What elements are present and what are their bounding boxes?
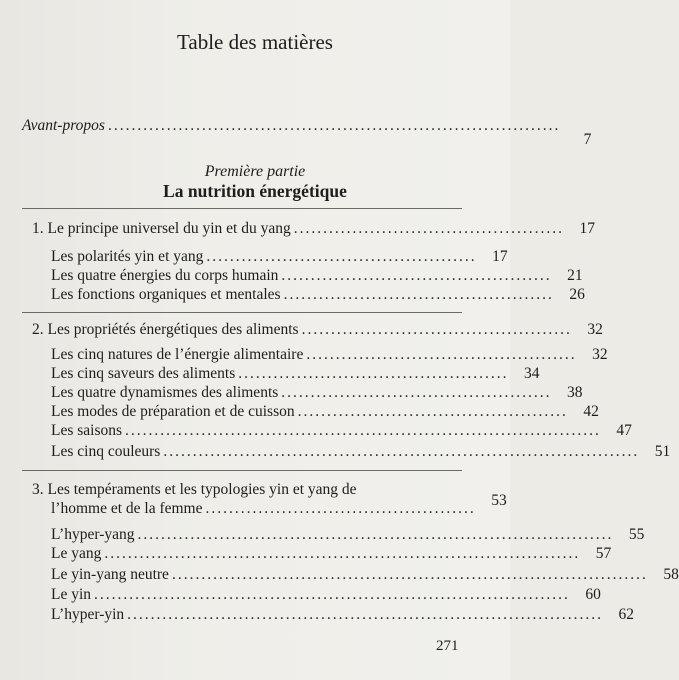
- leader-dots: ..............................................: [205, 500, 476, 517]
- toc-item-label: Le yin-yang neutre: [51, 566, 169, 583]
- leader-dots: ..............................................: [306, 346, 577, 363]
- toc-entry-label: Avant-propos: [22, 117, 105, 134]
- toc-item-page: 62: [618, 606, 635, 623]
- toc-item: [51, 248, 508, 266]
- divider: [22, 208, 462, 209]
- toc-item: [51, 422, 632, 440]
- toc-item-label: L’hyper-yang: [51, 526, 135, 543]
- divider: [22, 470, 462, 471]
- toc-item-label: Les polarités yin et yang: [51, 248, 204, 265]
- leader-dots: ..............................................: [281, 267, 552, 284]
- page-title: Table des matières: [177, 30, 333, 54]
- toc-entry-page: 7: [583, 131, 592, 148]
- chapter-heading: [32, 321, 603, 339]
- toc-item: [51, 365, 540, 383]
- page-number: 271: [436, 638, 459, 654]
- leader-dots: .................................................................................: [127, 606, 604, 623]
- toc-item: [51, 267, 583, 285]
- toc-item-label: Les quatre énergies du corps humain: [51, 267, 279, 284]
- toc-entry-avant-propos: [22, 117, 592, 148]
- toc-item-page: 51: [654, 443, 671, 460]
- leader-dots: .................................................................................: [163, 443, 640, 460]
- leader-dots: ..............................................: [297, 403, 568, 420]
- toc-item: [51, 545, 612, 563]
- leader-dots: .................................................................................: [171, 566, 648, 583]
- toc-item-label: Le yang: [51, 545, 102, 562]
- leader-dots: ..............................................: [281, 384, 552, 401]
- leader-dots: .................................................................................: [125, 422, 601, 439]
- divider: [22, 312, 462, 313]
- chapter-heading-line1: [32, 481, 462, 499]
- toc-item-page: 26: [569, 286, 585, 303]
- toc-item-page: 32: [592, 346, 608, 363]
- chapter-title-continued: l’homme et de la femme: [51, 500, 203, 517]
- toc-item-page: 57: [595, 545, 612, 562]
- leader-dots: .............................................................................: [107, 117, 561, 134]
- part-title: La nutrition énergétique: [163, 181, 347, 201]
- toc-item-label: Le yin: [51, 586, 92, 603]
- toc-item: [51, 286, 585, 304]
- chapter-title: 1. Le principe universel du yin et du yang: [32, 220, 291, 237]
- leader-dots: ..............................................: [206, 248, 477, 265]
- toc-item: [51, 606, 635, 624]
- toc-item-page: 34: [523, 365, 540, 382]
- leader-dots: ..............................................: [293, 220, 564, 237]
- toc-item: [51, 526, 645, 544]
- chapter-title: 3. Les tempéraments et les typologies yin et yang de: [32, 481, 357, 498]
- toc-item-page: 21: [567, 267, 583, 284]
- toc-item: [51, 346, 608, 364]
- chapter-page: 53: [491, 492, 507, 509]
- toc-item-page: 38: [567, 384, 583, 401]
- leader-dots: .................................................................................: [137, 526, 614, 543]
- toc-item: [51, 566, 679, 584]
- toc-item-page: 55: [628, 526, 645, 543]
- toc-item-page: 47: [616, 422, 632, 439]
- chapter-page: 17: [579, 220, 595, 237]
- toc-item-label: Les cinq natures de l’énergie alimentaire: [51, 346, 304, 363]
- toc-item-label: Les fonctions organiques et mentales: [51, 286, 281, 303]
- toc-item-page: 42: [583, 403, 599, 420]
- leader-dots: .................................................................................: [104, 545, 581, 562]
- toc-item: [51, 403, 599, 421]
- leader-dots: ..............................................: [301, 321, 572, 338]
- toc-item: [51, 384, 583, 402]
- toc-item-label: Les cinq saveurs des aliments: [51, 365, 236, 382]
- leader-dots: .................................................................................: [94, 586, 570, 603]
- toc-item-label: Les quatre dynamismes des aliments: [51, 384, 279, 401]
- toc-item: [51, 443, 671, 461]
- chapter-heading-line2: [51, 492, 507, 518]
- toc-item-label: L’hyper-yin: [51, 606, 125, 623]
- leader-dots: ..............................................: [283, 286, 554, 303]
- toc-item-page: 58: [663, 566, 679, 583]
- part-label: Première partie: [204, 163, 306, 180]
- toc-item: [51, 586, 601, 604]
- toc-item-page: 17: [492, 248, 508, 265]
- toc-item-label: Les saisons: [51, 422, 123, 439]
- toc-item-label: Les modes de préparation et de cuisson: [51, 403, 295, 420]
- leader-dots: ..............................................: [238, 365, 509, 382]
- chapter-heading: [32, 220, 595, 238]
- chapter-title: 2. Les propriétés énergétiques des aliments: [32, 321, 299, 338]
- toc-item-page: 60: [585, 586, 601, 603]
- toc-item-label: Les cinq couleurs: [51, 443, 161, 460]
- chapter-page: 32: [587, 321, 603, 338]
